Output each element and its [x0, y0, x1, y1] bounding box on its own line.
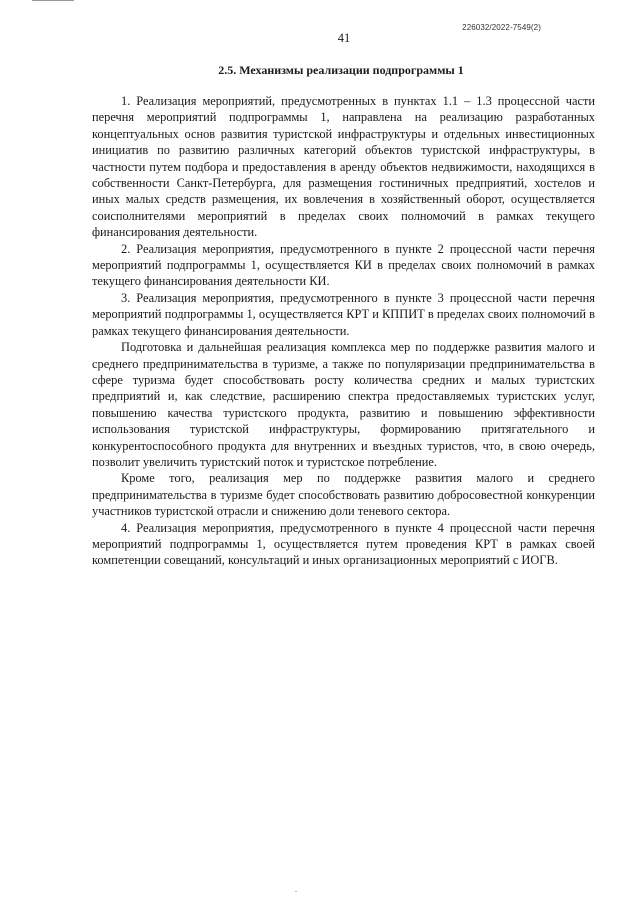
paragraph: 4. Реализация мероприятия, предусмотренного в пункте 4 процессной части перечня мероприятий подпрограммы 1, осуществляется путем проведения КРТ в рамках своей компетенции совещаний, консультаций и иных организационных мероприятий с ИОГВ. — [92, 520, 595, 568]
section-body — [92, 93, 595, 569]
page-number: 41 — [337, 31, 351, 45]
paragraph: Подготовка и дальнейшая реализация комплекса мер по поддержке развития малого и среднего предпринимательства в туризме, а также по популяризации предпринимательства в сфере туризма будет способствовать росту количества средних и малых туристских предприятий и, как следствие, расширению спектра предоставляемых туристских услуг, повышению качества туристского продукта, развитию и повышению эффективности использования туристской инфраструктуры, формированию притягательного и конкурентоспособного продукта для внутренних и въездных туристов, что, в свою очередь, позволит увеличить туристский поток и туристское потребление. — [92, 340, 595, 469]
paragraph: Кроме того, реализация мер по поддержке развития малого и среднего предпринимательства в туризме будет способствовать развитию добросовестной конкуренции участников туристской отрасли и снижению доли теневого сектора. — [92, 471, 595, 519]
document-registration-number: 226032/2022-7549(2) — [462, 23, 541, 32]
paragraph: 2. Реализация мероприятия, предусмотренного в пункте 2 процессной части перечня мероприятий подпрограммы 1, осуществляется КИ в пределах своих полномочий в рамках текущего финансирования деятельности КИ. — [92, 241, 595, 289]
scan-edge-mark — [32, 0, 74, 1]
paragraph: 3. Реализация мероприятия, предусмотренного в пункте 3 процессной части перечня мероприятий подпрограммы 1, осуществляется КРТ и КППИТ в пределах своих полномочий в рамках текущего финансирования деятельности. — [92, 290, 595, 338]
section-title: 2.5. Механизмы реализации подпрограммы 1 — [218, 63, 464, 77]
scan-artifact — [295, 891, 297, 892]
paragraph: 1. Реализация мероприятий, предусмотренных в пунктах 1.1 – 1.3 процессной части перечня мероприятий подпрограммы 1, направлена на реализацию разработанных концептуальных основ развития туристской инфраструктуры и отдельных инвестиционных инициатив по развитию различных категорий объектов туристской инфраструктуры, в частности путем подбора и предоставления в аренду объектов недвижимости, находящихся в собственности Санкт-Петербурга, для размещения гостиничных предприятий, хостелов и иных малых средств размещения, их вовлечения в хозяйственный оборот, осуществляется соисполнителями мероприятий в пределах своих полномочий в рамках текущего финансирования деятельности. — [92, 94, 595, 240]
